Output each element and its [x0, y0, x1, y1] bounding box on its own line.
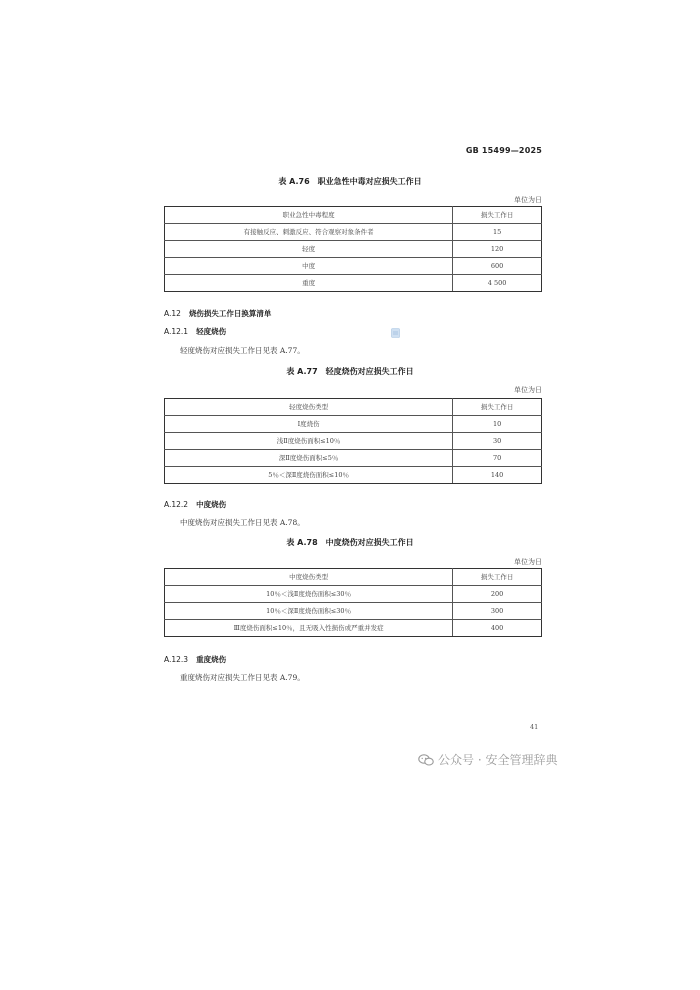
table-a78 [164, 568, 542, 637]
watermark [418, 751, 557, 768]
table-cell: 140 [453, 467, 542, 484]
table-row [165, 275, 542, 292]
table-row [165, 586, 542, 603]
column-header: 损失工作日 [453, 207, 542, 224]
watermark-text: 公众号 · 安全管理辞典 [438, 753, 558, 767]
table-row [165, 258, 542, 275]
section-title: 中度烧伤 [196, 500, 227, 509]
table-cell: 30 [453, 433, 542, 450]
table-cell: 400 [453, 620, 542, 637]
table-cell: 200 [453, 586, 542, 603]
table-cell: 重度 [165, 275, 453, 292]
table-header-row [165, 207, 542, 224]
section-heading-a12-2 [164, 499, 226, 510]
section-title: 重度烧伤 [196, 655, 227, 664]
document-icon [391, 328, 400, 338]
table-cell: 15 [453, 224, 542, 241]
section-heading-a12 [164, 308, 271, 319]
column-header: 中度烧伤类型 [165, 569, 453, 586]
table-cell: 轻度 [165, 241, 453, 258]
table-cell: Ⅲ度烧伤面积≤10％，且无吸入性损伤或严重并发症 [165, 620, 453, 637]
column-header: 职业急性中毒程度 [165, 207, 453, 224]
wechat-icon [418, 754, 434, 766]
table-a78-title: 表 A.78 中度烧伤对应损失工作日 [286, 538, 414, 547]
section-heading-a12-3 [164, 654, 226, 665]
table-cell: 浅Ⅱ度烧伤面积≤10％ [165, 433, 453, 450]
column-header: 损失工作日 [453, 569, 542, 586]
table-cell: 10％＜深Ⅱ度烧伤面积≤30％ [165, 603, 453, 620]
table-row [165, 416, 542, 433]
table-a77 [164, 398, 542, 484]
table-cell: 300 [453, 603, 542, 620]
table-cell: 600 [453, 258, 542, 275]
table-cell: 深Ⅱ度烧伤面积≤5％ [165, 450, 453, 467]
table-cell: 10％＜浅Ⅱ度烧伤面积≤30％ [165, 586, 453, 603]
table-row [165, 603, 542, 620]
section-heading-a12-1 [164, 326, 226, 337]
table-header-row [165, 399, 542, 416]
table-a76 [164, 206, 542, 292]
paragraph-a12-2: 中度烧伤对应损失工作日见表 A.78。 [180, 518, 305, 527]
table-cell: 120 [453, 241, 542, 258]
table-cell: Ⅰ度烧伤 [165, 416, 453, 433]
table-row [165, 450, 542, 467]
table-cell: 中度 [165, 258, 453, 275]
column-header: 损失工作日 [453, 399, 542, 416]
section-number: A.12.2 [164, 500, 189, 509]
table-cell: 有接触反应、刺激反应、符合观察对象条件者 [165, 224, 453, 241]
table-header-row [165, 569, 542, 586]
section-number: A.12.1 [164, 327, 189, 336]
table-cell: 5％＜深Ⅱ度烧伤面积≤10％ [165, 467, 453, 484]
table-row [165, 224, 542, 241]
section-number: A.12.3 [164, 655, 189, 664]
table-row [165, 620, 542, 637]
section-title: 烧伤损失工作日换算清单 [188, 309, 272, 318]
paragraph-a12-3: 重度烧伤对应损失工作日见表 A.79。 [180, 673, 305, 682]
table-row [165, 467, 542, 484]
table-a78-unit: 单位为日 [514, 558, 542, 566]
table-cell: 10 [453, 416, 542, 433]
page-number: 41 [530, 723, 539, 731]
section-title: 轻度烧伤 [196, 327, 227, 336]
table-a77-title: 表 A.77 轻度烧伤对应损失工作日 [286, 367, 414, 376]
table-a76-title: 表 A.76 职业急性中毒对应损失工作日 [278, 177, 422, 186]
table-row [165, 241, 542, 258]
table-cell: 4 500 [453, 275, 542, 292]
standard-number: GB 15499—2025 [465, 146, 542, 155]
table-a76-unit: 单位为日 [514, 196, 542, 204]
paragraph-a12-1: 轻度烧伤对应损失工作日见表 A.77。 [180, 346, 305, 355]
table-row [165, 433, 542, 450]
section-number: A.12 [164, 309, 181, 318]
table-a77-unit: 单位为日 [514, 386, 542, 394]
column-header: 轻度烧伤类型 [165, 399, 453, 416]
table-cell: 70 [453, 450, 542, 467]
